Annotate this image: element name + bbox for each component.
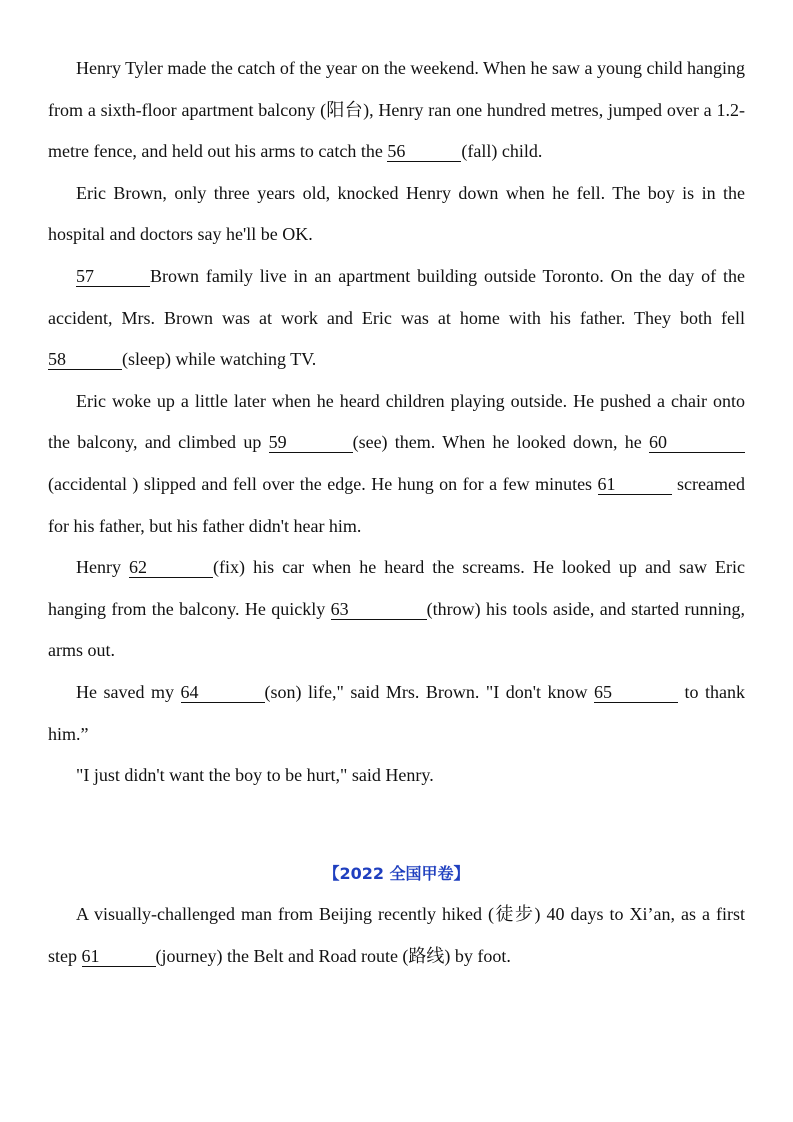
blank-60: 60 [649,432,745,453]
blank-62: 62 [129,557,213,578]
paragraph-5 [48,547,745,672]
text: (accidental ) slipped and fell over the edge. He hung on for a few minutes [48,473,598,494]
text: (throw) his tools aside, and started running, arms out. [48,598,745,661]
text: Henry [76,557,130,578]
section-gap [48,797,745,853]
paragraph-4 [48,381,745,547]
text: A visually-challenged man from Beijing recently hiked (徒步) 40 days to Xi’an, as a first step [48,904,745,966]
text: to thank him.” [48,681,745,744]
text: Brown family live in an apartment building outside Toronto. On the day of the accident, Mrs. Brown was at work and Eric was at home with his father. They both fell [48,265,745,328]
text: "I just didn't want the boy to be hurt," said Henry. [76,765,434,786]
blank-61b: 61 [82,946,156,967]
paragraph-1 [48,48,745,173]
text: (fall) child. [461,141,543,162]
blank-65: 65 [594,682,678,703]
blank-56: 56 [387,141,461,162]
text: He saved my [76,681,181,702]
paragraph-6 [48,672,745,755]
paragraph-2 [48,173,745,256]
paragraph-8 [48,894,745,977]
blank-64: 64 [181,682,265,703]
text: Henry Tyler made the catch of the year on the weekend. When he saw a young child hanging from a sixth-floor apartment balcony (阳台), Henry ran one hundred metres, jumped over a 1.2-metre fence, and held out his arms to catch the [48,58,745,162]
blank-59: 59 [269,432,353,453]
text: screamed for his father, but his father didn't hear him. [48,473,745,536]
paragraph-7 [48,755,745,797]
text: Eric Brown, only three years old, knocked Henry down when he fell. The boy is in the hospital and doctors say he'll be OK. [48,182,745,245]
blank-61: 61 [598,474,672,495]
text: (journey) the Belt and Road route (路线) by foot. [155,945,511,966]
text: (fix) his car when he heard the screams. He looked up and saw Eric hanging from the balcony. He quickly [48,557,746,619]
text: (sleep) while watching TV. [122,349,317,370]
text: (see) them. When he looked down, he [352,432,649,453]
paragraph-3 [48,256,745,381]
blank-57: 57 [76,266,150,287]
blank-58: 58 [48,349,122,370]
blank-63: 63 [331,599,427,620]
document-page [48,48,745,977]
text: Eric woke up a little later when he heard children playing outside. He pushed a chair onto the balcony, and climbed up [48,390,745,453]
section-heading: 【2022 全国甲卷】 [323,863,470,883]
text: (son) life," said Mrs. Brown. "I don't know [264,681,594,702]
